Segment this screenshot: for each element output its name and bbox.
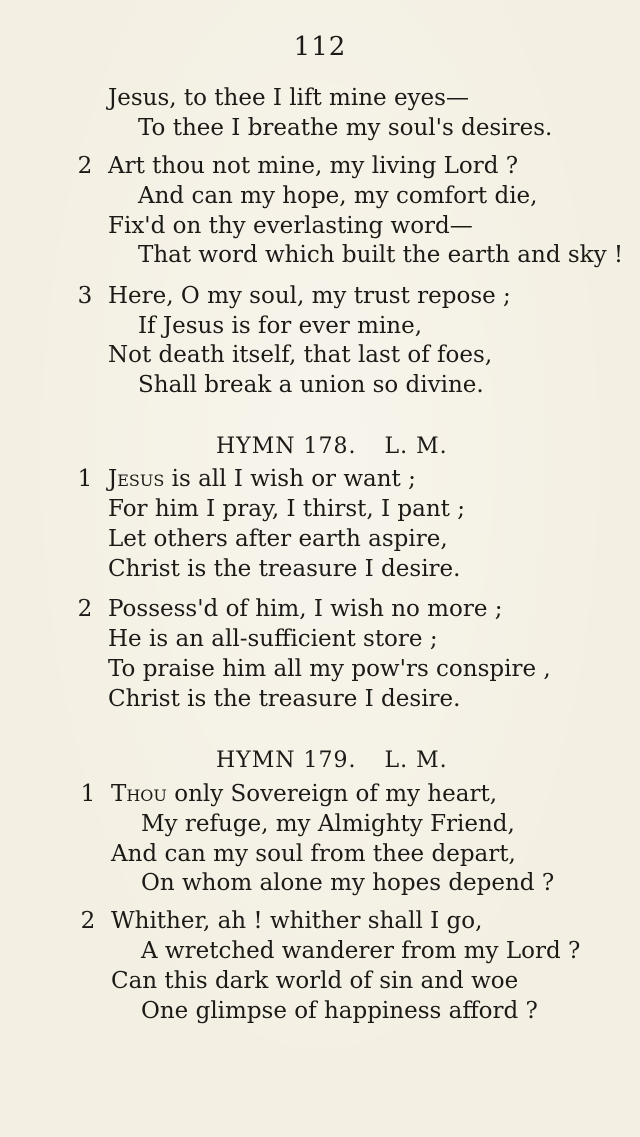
- hymn-meter: L. M.: [384, 748, 448, 773]
- verse-line: Here, O my soul, my trust repose ;: [108, 283, 511, 309]
- verse-line: Can this dark world of sin and woe: [111, 968, 519, 994]
- verse-line: That word which built the earth and sky !: [138, 242, 624, 268]
- verse-line: And can my soul from thee depart,: [111, 841, 516, 867]
- verse-line: Let others after earth aspire,: [108, 526, 448, 552]
- verse-line: Whither, ah ! whither shall I go,: [111, 908, 483, 934]
- verse-line: On whom alone my hopes depend ?: [141, 870, 555, 896]
- verse-line: For him I pray, I thirst, I pant ;: [108, 496, 465, 522]
- verse-line: Christ is the treasure I desire.: [108, 556, 461, 582]
- verse-line: And can my hope, my comfort die,: [138, 183, 538, 209]
- first-line-rest: only Sovereign of my heart,: [166, 781, 498, 807]
- verse-line: A wretched wanderer from my Lord ?: [141, 938, 581, 964]
- verse-line: Christ is the treasure I desire.: [108, 686, 461, 712]
- verse-line: Fix'd on thy everlasting word—: [108, 213, 473, 239]
- verse-number: 2: [77, 153, 93, 179]
- hymn-meter: L. M.: [384, 434, 448, 459]
- verse-number: 2: [77, 596, 93, 622]
- page-number: 112: [293, 32, 347, 62]
- verse-line: My refuge, my Almighty Friend,: [141, 811, 515, 837]
- verse-number: 1: [77, 466, 93, 492]
- verse-line: Art thou not mine, my living Lord ?: [108, 153, 519, 179]
- verse-line: Not death itself, that last of foes,: [108, 342, 493, 368]
- verse-line: To thee I breathe my soul's desires.: [138, 115, 553, 141]
- first-word: Jesus: [108, 466, 165, 492]
- verse-line: To praise him all my pow'rs conspire ,: [108, 656, 551, 682]
- verse-number: 1: [80, 781, 96, 807]
- first-word: Thou: [111, 781, 167, 807]
- verse-line: If Jesus is for ever mine,: [138, 313, 423, 339]
- verse-line: [108, 464, 416, 494]
- verse-line: He is an all-sufficient store ;: [108, 626, 438, 652]
- verse-line: [111, 779, 497, 809]
- verse-line: Jesus, to thee I lift mine eyes—: [108, 85, 469, 111]
- verse-line: Possess'd of him, I wish no more ;: [108, 596, 503, 622]
- verse-number: 3: [77, 283, 93, 309]
- hymn-title: HYMN 179.: [216, 748, 357, 773]
- hymn-title: HYMN 178.: [216, 434, 357, 459]
- verse-line: One glimpse of happiness afford ?: [141, 998, 538, 1024]
- verse-line: Shall break a union so divine.: [138, 372, 484, 398]
- verse-number: 2: [80, 908, 96, 934]
- hymn-179-heading: [216, 746, 448, 776]
- first-line-rest: is all I wish or want ;: [164, 466, 416, 492]
- hymn-178-heading: [216, 432, 448, 462]
